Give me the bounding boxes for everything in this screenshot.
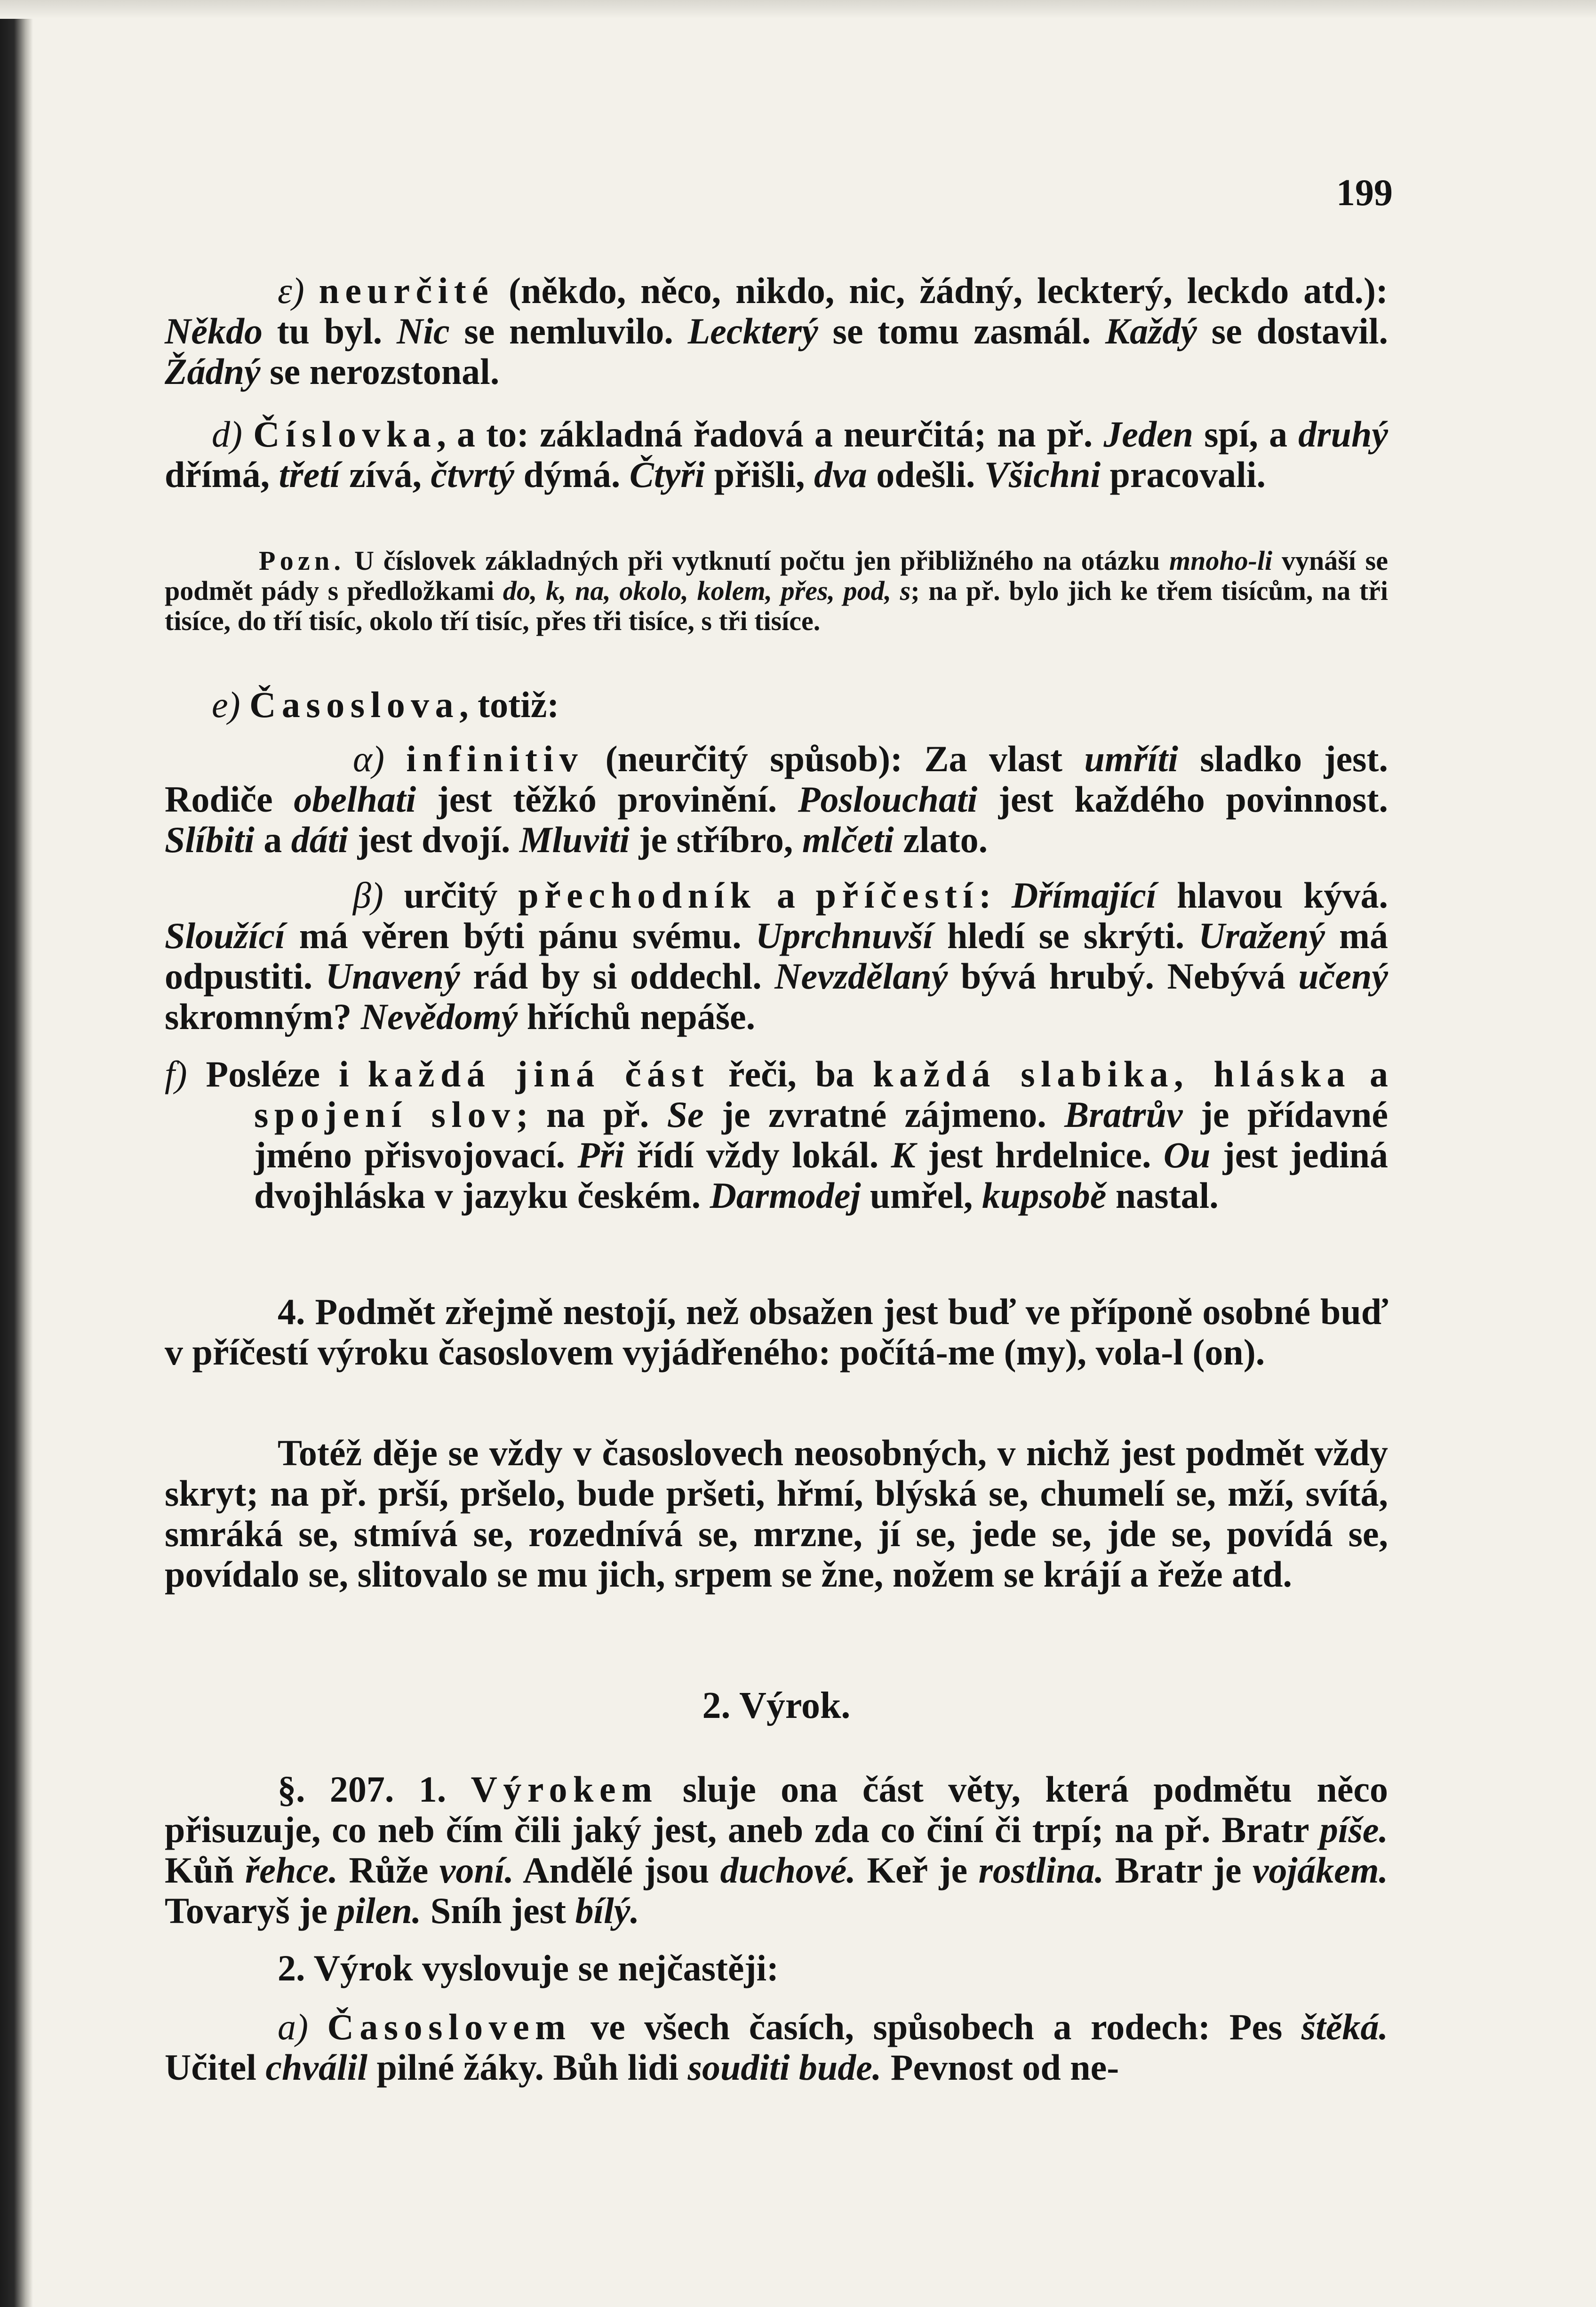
section-heading: 2. Výrok. bbox=[702, 1685, 851, 1726]
page-top-edge bbox=[0, 0, 1596, 19]
paragraph-totez: Totéž děje se vždy v časoslovech neosobných, v nichž jest podmět vždy skryt; na př. prší, pršelo, bude pršeti, hřmí, blýská se, chumelí se, mží, svítá, smráká se, stmívá se, rozednívá se, mrzne, jí se, jede se, jde se, povídá se, povídalo se, slitovalo se mu jich, srpem se žne, nožem se krájí a řeže atd. bbox=[165, 1432, 1388, 1595]
paragraph-a: a) Časoslovem ve všech časích, spůsobech a rodech: Pes štěká. Učitel chválil pilné žáky. Bůh lidi souditi bude. Pevnost od ne- bbox=[165, 2006, 1389, 2088]
paragraph-f: f) Posléze i každá jiná část řeči, ba každá slabika, hláska a spojení slov; na př. Se je zvratné zájmeno. Bratrův je přídavné jméno přisvojovací. Při řídí vždy lokál. K jest hrdelnice. Ou jest jediná dvojhláska v jazyku českém. Darmodej umřel, kupsobě nastal. bbox=[165, 1054, 1389, 1216]
paragraph-2: 2. Výrok vyslovuje se nejčastěji: bbox=[278, 1948, 779, 1988]
page-number: 199 bbox=[1336, 172, 1393, 214]
paragraph-epsilon: ε) neurčité (někdo, něco, nikdo, nic, žádný, leckterý, leckdo atd.): Někdo tu byl. Nic se nemluvilo. Leckterý se tomu zasmál. Každý se dostavil. Žádný se nerozstonal. bbox=[165, 270, 1389, 392]
note-paragraph: Pozn. U číslovek základných při vytknutí počtu jen přibližného na otázku mnoho-li vynáší se podmět pády s předložkami do, k, na, okolo, kolem, přes, pod, s; na př. bylo jich ke třem tisícům, na tři tisíce, do tří tisíc, okolo tří tisíc, přes tři tisíce, s tři tisíce. bbox=[165, 545, 1389, 636]
paragraph-d: d) Číslovka, a to: základná řadová a neurčitá; na př. Jeden spí, a druhý dřímá, třetí zívá, čtvrtý dýmá. Čtyři přišli, dva odešli. Všichni pracovali. bbox=[165, 414, 1389, 495]
paragraph-4: 4. Podmět zřejmě nestojí, než obsažen jest buď ve příponě osobné buď v příčestí výroku časoslovem vyjádřeného: počítá-me (my), vola-l (on). bbox=[165, 1291, 1388, 1373]
paragraph-beta: β) určitý přechodník a příčestí: Dřímající hlavou kývá. Sloužící má věren býti pánu svému. Uprchnuvší hledí se skrýti. Uražený má odpustiti. Unavený rád by si oddechl. Nevzdělaný bývá hrubý. Nebývá učený skromným? Nevědomý hříchů nepáše. bbox=[165, 875, 1389, 1037]
paragraph-e: e) Časoslova, totiž: bbox=[212, 684, 559, 725]
book-spine-shadow bbox=[0, 0, 33, 2307]
paragraph-alpha: α) infinitiv (neurčitý spůsob): Za vlast umříti sladko jest. Rodiče obelhati jest těžkó provinění. Poslouchati jest každého povinnost. Slíbiti a dáti jest dvojí. Mluviti je stříbro, mlčeti zlato. bbox=[165, 738, 1388, 860]
paragraph-207: §. 207. 1. Výrokem sluje ona část věty, která podmětu něco přisuzuje, co neb čím čili jaký jest, aneb zda co činí či trpí; na př. Bratr píše. Kůň řehce. Růže voní. Andělé jsou duchové. Keř je rostlina. Bratr je vojákem. Tovaryš je pilen. Sníh jest bílý. bbox=[165, 1769, 1389, 1931]
